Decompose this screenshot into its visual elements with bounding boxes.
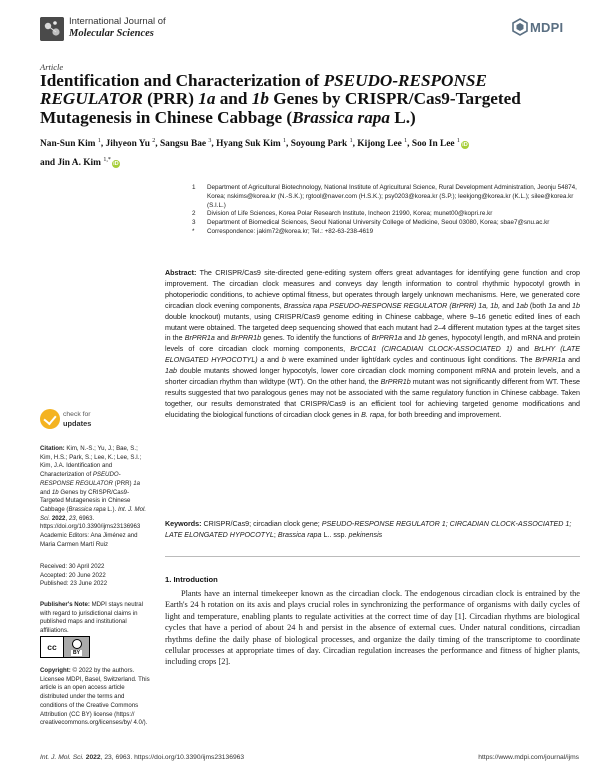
author[interactable]: Soyoung Park $^1$ bbox=[290, 138, 353, 149]
publisher-note: Publisher's Note: MDPI stays neutral with regard to jurisdictional claims in published maps and institutional affiliations. bbox=[40, 601, 144, 635]
author[interactable]: Kijong Lee $^1$ bbox=[357, 138, 408, 149]
author[interactable]: Jihyeon Yu $^2$ bbox=[105, 138, 156, 149]
keywords: Keywords: CRISPR/Cas9; circadian clock gene; PSEUDO-RESPONSE REGULATOR 1; CIRCADIAN CLOCK-ASSOCIATED 1; LATE ELONGATED HYPOCOTYL; Brassica rapa L.. ssp. pekinensis bbox=[165, 520, 572, 539]
orcid-icon[interactable]: iD bbox=[462, 142, 468, 148]
check-updates-line2: updates bbox=[63, 419, 92, 428]
section-heading-introduction: 1. Introduction bbox=[165, 575, 218, 584]
affiliations bbox=[192, 184, 577, 237]
author[interactable]: Nan-Sun Kim $^1$ bbox=[40, 138, 101, 149]
attribution-icon bbox=[72, 639, 82, 649]
date-received: Received: 30 April 2022 bbox=[40, 563, 105, 570]
footer-journal-url[interactable]: https://www.mdpi.com/journal/ijms bbox=[478, 754, 579, 761]
introduction-text: Plants have an internal timekeeper known as the circadian clock. The endogenous circadian clock is entrained by the Earth's 24 h rotation on its axis and plays crucial roles in synchronizing the performance of organisms with daily cycles of light and temperature, enabling plants to regulate activities at the correct time of day [1]. Circadian rhythms are biological cycles that have a period of about 24 h and persist in the absence of external cues. Under natural conditions, circadian rhythms define the daily phase of biological processes, and organize the daily timing of the transcriptome to coordinate cellular processes at appropriate times of day. Circadian regulation increases the performance and fitness of higher plants, including crops [2]. bbox=[165, 589, 580, 667]
journal-name[interactable] bbox=[69, 16, 166, 40]
abstract: Abstract: The CRISPR/Cas9 site-directed gene-editing system offers great advantages for identifying gene function and crop improvement. The circadian clock measures and conveys day length information to control rhythmic hypocotyl growth in photoperiodic conditions, to achieve optimal fitness, but operates through largely unknown mechanisms. Here, we generated core circadian clock evening components, Brassica rapa PSEUDO-RESPONSE REGULATOR (BrPRR) 1a, 1b, and 1ab (both 1a and 1b double knockout) mutants, using CRISPR/Cas9 genome editing in Chinese cabbage, where 9–16 genetic edited lines of each mutant were obtained. The targeted deep sequencing showed that each mutant had 2–4 different mutation types at the target sites in the BrPRR1a and BrPRR1b genes. To identify the functions of BrPRR1a and 1b genes, hypocotyl length, and mRNA and protein levels of core circadian clock morning components, BrCCA1 (CIRCADIAN CLOCK-ASSOCIATED 1) and BrLHY (LATE ELONGATED HYPOCOTYL) a and b were examined under light/dark cycles and continuous light conditions. The BrPRR1a and 1ab double mutants showed longer hypocotyls, lower core circadian clock morning component mRNA and protein levels, and a shorter circadian rhythm than wildtype (WT). On the other hand, the BrPRR1b mutant was not significantly different from WT. These results suggested that two paralogous genes may not be associated with the same regulatory function in Chinese cabbage. Taken together, our results demonstrated that CRISPR/Cas9 is an efficient tool for achieving targeted genome modifications and elucidating the biological functions of circadian clock genes in B. rapa, for both breeding and improvement. bbox=[165, 269, 581, 419]
author-list: Nan-Sun Kim $^1$, Jihyeon Yu $^2$, Sangsu Bae $^3$, Hyang Suk Kim $^1$, Soyoung Park $^1$, Kijong Lee $^1$, Soo In Lee $^1$iD and Jin A. Kim $^{1,*}$iD bbox=[40, 138, 468, 168]
by-label: BY bbox=[73, 649, 80, 656]
affiliation-item: 2 Division of Life Sciences, Korea Polar Research Institute, Incheon 21990, Korea; munet00@kopri.re.kr bbox=[192, 210, 493, 218]
author[interactable]: Soo In Lee $^1$iD bbox=[411, 138, 468, 149]
check-for-updates-button[interactable] bbox=[40, 409, 120, 431]
journal-logo bbox=[40, 17, 64, 41]
author[interactable]: Sangsu Bae $^3$ bbox=[159, 138, 212, 149]
section-divider bbox=[165, 556, 580, 557]
check-updates-line1: check for bbox=[63, 411, 91, 418]
affiliation-item: 3 Department of Biomedical Sciences, Seoul National University College of Medicine, Seoul 03080, Korea; sbae7@snu.ac.kr bbox=[192, 219, 550, 227]
citation: Citation: Kim, N.-S.; Yu, J.; Bae, S.; Kim, H.S.; Park, S.; Lee, K.; Lee, S.I.; Kim, J.A. Identification and Characterization of PSEUDO-RESPONSE REGULATOR (PRR) 1a and 1b Genes by CRISPR/Cas9-Targeted Mutagenesis in Chinese Cabbage (Brassica rapa L.). Int. J. Mol. Sci. 2022, 23, 6963. https://doi.org/10.3390/ijms23136963 bbox=[40, 445, 147, 531]
academic-editors: Academic Editors: Ana Jiménez and Maria Carmen Martí Ruiz bbox=[40, 532, 138, 548]
orcid-icon[interactable]: iD bbox=[113, 160, 119, 167]
mdpi-hexagon-icon bbox=[511, 18, 529, 36]
affiliation-item: 1 Department of Agricultural Biotechnology, National Institute of Agricultural Science, Rural Development Administration, Jeonju 54874, Korea; nskims@korea.kr (N.-S.K.); rgtool@naver.com (H.S.K.); psy0203@korea.kr (S.P.); leekjong@korea.kr (K.L.); silee@korea.kr (S.I.L.) bbox=[192, 184, 577, 209]
check-updates-icon bbox=[40, 409, 60, 429]
journal-name-line1: International Journal of bbox=[69, 16, 166, 27]
journal-name-line2: Molecular Sciences bbox=[69, 28, 154, 39]
date-published: Published: 23 June 2022 bbox=[40, 580, 108, 588]
article-dates bbox=[40, 563, 150, 589]
cc-icon: cc bbox=[41, 637, 64, 657]
authors-and: and bbox=[40, 157, 56, 168]
date-accepted: Accepted: 20 June 2022 bbox=[40, 571, 106, 579]
author[interactable]: Hyang Suk Kim $^1$ bbox=[216, 138, 287, 149]
molecule-icon bbox=[40, 17, 64, 41]
correspondence: * Correspondence: jakim72@korea.kr; Tel.: +82-63-238-4619 bbox=[192, 227, 374, 235]
cc-by-license-badge[interactable] bbox=[40, 636, 90, 658]
article-title: Identification and Characterization of PSEUDO-RESPONSE REGULATOR (PRR) 1a and 1b Genes by CRISPR/Cas9-Targeted Mutagenesis in Chinese Cabbage (Brassica rapa L.) bbox=[40, 71, 521, 127]
publisher-logo[interactable] bbox=[511, 16, 564, 38]
article-type: Article bbox=[40, 62, 64, 72]
copyright-notice: Copyright: © 2022 by the authors. Licensee MDPI, Basel, Switzerland. This article is an open access article distributed under the terms and conditions of the Creative Commons Attribution (CC BY) license (https:// creativecommons.org/licenses/by/ 4.0/). bbox=[40, 667, 150, 727]
author[interactable]: Jin A. Kim $^{1,*}$iD bbox=[57, 156, 119, 168]
publisher-name: MDPI bbox=[530, 20, 564, 35]
footer-citation: Int. J. Mol. Sci. 2022, 23, 6963. https://doi.org/10.3390/ijms23136963 bbox=[40, 754, 245, 761]
